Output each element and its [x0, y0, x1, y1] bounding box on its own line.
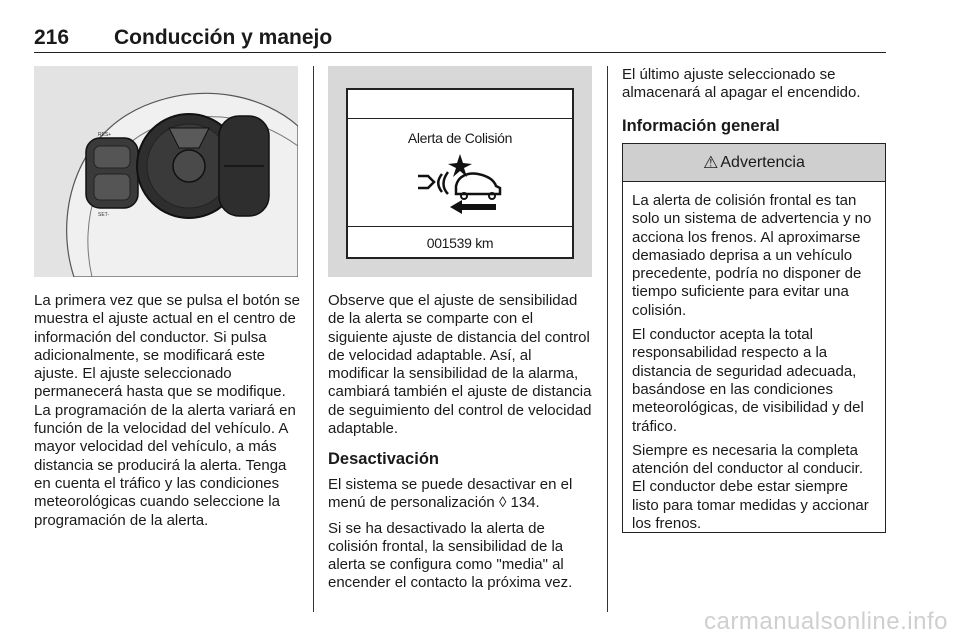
- column-2-body: [328, 292, 594, 445]
- column-1-body: [34, 292, 300, 537]
- warning-header: [623, 144, 885, 182]
- column-2-deactivation-body: [328, 476, 594, 600]
- header-rule: [34, 52, 886, 53]
- column-1-paragraph: La primera vez que se pulsa el botón se muestra el ajuste actual en el centro de información del conductor. Si pulsa adicionalmente, se modificará este ajuste. El ajuste seleccionado permanecerá hasta que se modifique. La programación de la alerta variará en función de la velocidad del vehículo. A mayor velocidad del vehículo, a más distancia se producirá la alerta. Tenga en cuenta el tráfico y las condiciones meteorológicas cuando seleccione la programación de la alerta.: [34, 292, 300, 529]
- steering-wheel-figure: [34, 66, 298, 277]
- svg-text:RES+: RES+: [98, 132, 112, 138]
- warning-title: Advertencia: [720, 153, 805, 171]
- general-information-heading: Información general: [622, 117, 780, 135]
- watermark: carmanualsonline.info: [704, 608, 948, 635]
- column-divider-1: [313, 66, 314, 612]
- deactivation-heading: Desactivación: [328, 450, 439, 468]
- column-3-body: [622, 66, 888, 110]
- last-setting-paragraph: El último ajuste seleccionado se almacenará al apagar el encendido.: [622, 66, 861, 102]
- warning-icon: ⚠: [703, 152, 719, 172]
- collision-alert-icon: [412, 152, 512, 216]
- display-screen: [346, 88, 574, 259]
- driver-information-display-figure: [328, 66, 592, 277]
- sensitivity-paragraph: Observe que el ajuste de sensibilidad de la alerta se comparte con el siguiente ajuste de distancia del control de velocidad adaptable. Así, al modificar la sensibilidad de la alarma, cambiará también el ajuste de distancia de seguimiento del control de velocidad adaptable.: [328, 292, 592, 438]
- display-bottom-bar: [348, 226, 572, 257]
- deactivation-paragraph-2: Si se ha desactivado la alerta de colisión frontal, la sensibilidad de la alerta se configura como "media" al encender el contacto la próxima vez.: [328, 519, 573, 592]
- page-header: [34, 26, 886, 52]
- page-title: Conducción y manejo: [114, 26, 333, 49]
- odometer-readout: 001539 km: [426, 235, 494, 251]
- svg-text:SET-: SET-: [98, 212, 110, 218]
- page-number: 216: [34, 26, 70, 49]
- display-top-bar: [348, 90, 572, 119]
- steering-wheel-illustration: [34, 66, 298, 277]
- warning-paragraph-1: La alerta de colisión frontal es tan solo un sistema de advertencia y no acciona los frenos. Al aproximarse demasiado deprisa a un vehículo precedente, podría no disponer de tiempo suficiente para evitar una colisión.: [632, 192, 872, 319]
- warning-paragraph-3: Siempre es necesaria la completa atención del conductor al conducir. El conductor debe estar siempre listo para tomar medidas y accionar los frenos.: [632, 441, 869, 533]
- deactivation-paragraph-1: El sistema se puede desactivar en el menú de personalización ◊ 134.: [328, 476, 573, 512]
- warning-box: [622, 143, 886, 533]
- column-divider-2: [607, 66, 608, 612]
- display-title: Alerta de Colisión: [407, 130, 513, 146]
- warning-body: [623, 182, 885, 533]
- warning-paragraph-2: El conductor acepta la total responsabilidad respecto a la distancia de seguridad adecuada, basándose en las condiciones meteorológicas, de visibilidad y del tráfico.: [632, 326, 864, 435]
